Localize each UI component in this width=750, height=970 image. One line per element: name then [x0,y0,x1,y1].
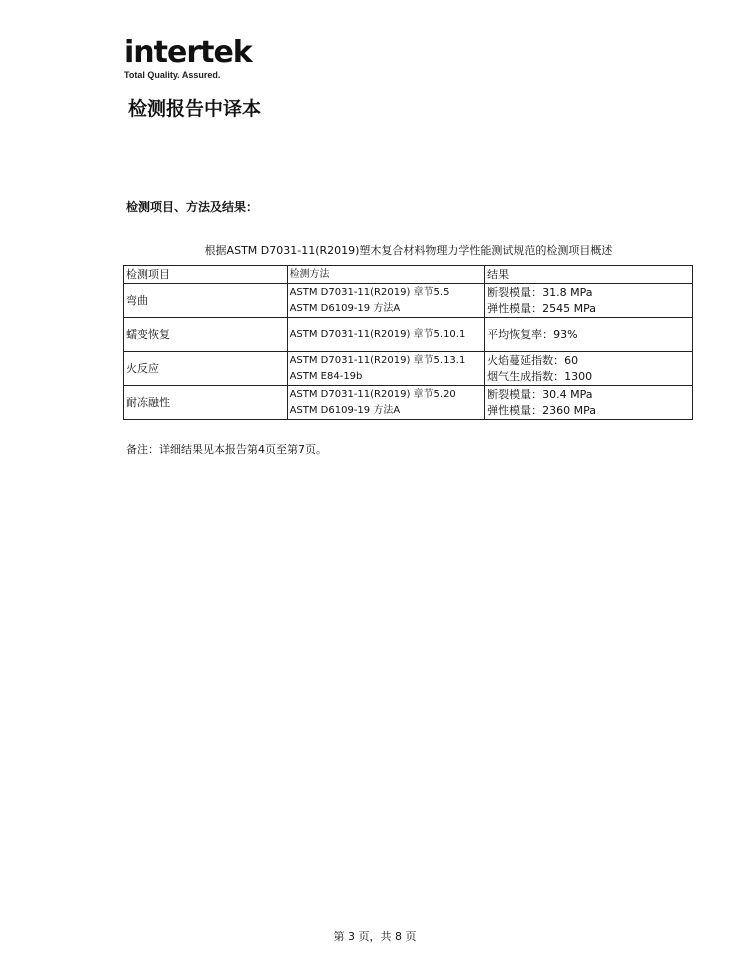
method-line: ASTM E84-19b [289,370,363,382]
cell-methods [287,318,485,352]
method-line: ASTM D6109-19 方法A [289,302,401,314]
logo-wordmark: intertek [124,35,252,70]
cell-methods [287,352,485,386]
table-row [124,352,693,386]
result-line: 弹性模量：2360 MPa [487,403,597,417]
cell-methods [287,284,485,318]
cell-results [485,318,693,352]
cell-item: 火反应 [124,352,288,386]
result-line: 烟气生成指数：1300 [487,369,593,383]
cell-results [485,386,693,420]
method-line: ASTM D7031-11(R2019) 章节5.13.1 [289,354,466,366]
table-caption: 根据ASTM D7031-11(R2019)塑木复合材料物理力学性能测试规范的检测项目概述 [204,244,613,257]
page-number: 第 3 页，共 8 页 [333,930,417,943]
cell-results [485,352,693,386]
table-row [124,386,693,420]
footnote: 备注：详细结果见本报告第4页至第7页。 [126,443,327,456]
logo-tagline: Total Quality. Assured. [124,70,221,80]
result-line: 断裂模量：31.8 MPa [487,285,593,299]
method-line: ASTM D6109-19 方法A [289,404,401,416]
table-header-row [124,266,693,284]
result-line: 断裂模量：30.4 MPa [487,387,593,401]
result-line: 平均恢复率：93% [487,327,578,341]
results-table [123,265,693,420]
table-row [124,284,693,318]
header-test-item: 检测项目 [124,266,288,284]
intertek-logo [124,35,252,80]
header-result: 结果 [485,266,693,284]
method-line: ASTM D7031-11(R2019) 章节5.20 [289,388,456,400]
method-line: ASTM D7031-11(R2019) 章节5.5 [289,286,450,298]
cell-results [485,284,693,318]
cell-methods [287,386,485,420]
section-heading: 检测项目、方法及结果： [126,200,259,214]
cell-item: 弯曲 [124,284,288,318]
result-line: 弹性模量：2545 MPa [487,301,597,315]
method-line: ASTM D7031-11(R2019) 章节5.10.1 [289,328,466,340]
table-row [124,318,693,352]
header-test-method: 检测方法 [287,266,485,284]
cell-item: 蠕变恢复 [124,318,288,352]
document-title: 检测报告中译本 [128,98,262,120]
cell-item: 耐冻融性 [124,386,288,420]
result-line: 火焰蔓延指数：60 [487,353,579,367]
